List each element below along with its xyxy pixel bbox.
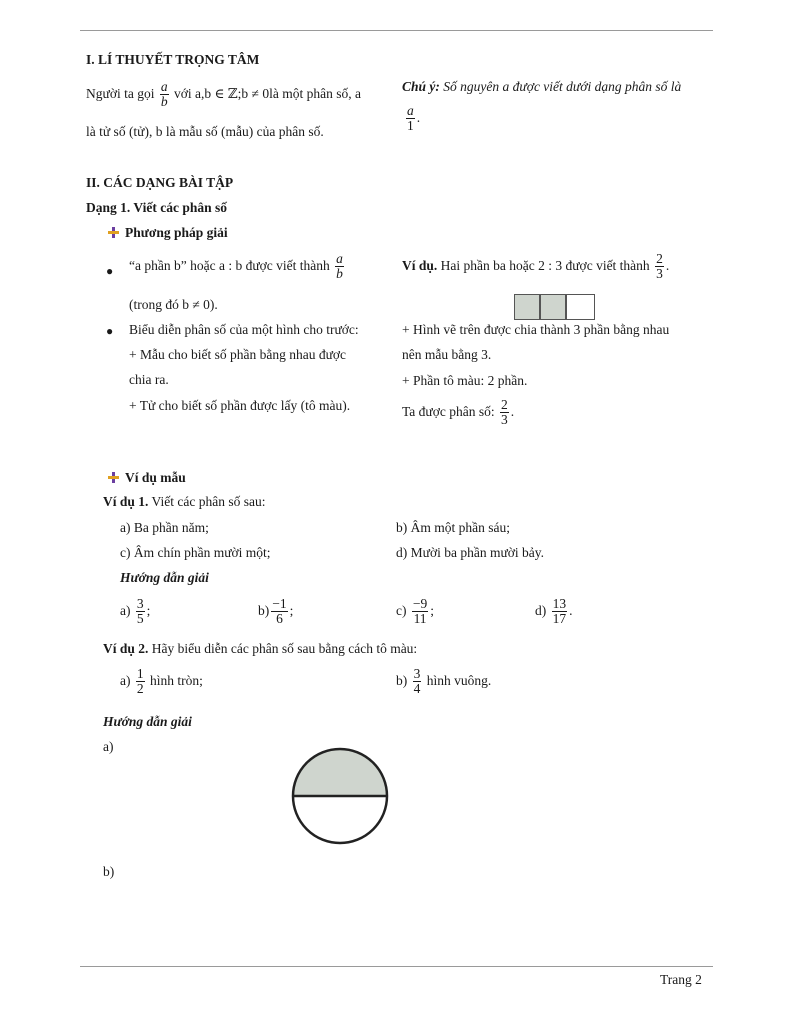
fraction-numerator: a — [160, 79, 168, 94]
example-2-prompt — [103, 641, 417, 657]
fraction-denominator: 6 — [276, 611, 283, 627]
bullet-2-text: Biểu diễn phân số của một hình cho trước: — [129, 322, 359, 337]
example-1-text: Viết các phân số sau: — [151, 494, 266, 509]
fraction-2-3 — [655, 252, 664, 281]
item-label: b) — [396, 672, 408, 688]
examples-title: Ví dụ mẫu — [125, 470, 186, 485]
page-number: Trang 2 — [660, 972, 702, 987]
fraction-denominator: 4 — [413, 681, 421, 697]
note-text: Số nguyên a được viết dưới dạng phân số là — [443, 79, 682, 94]
bullet-dot-icon: ● — [106, 264, 114, 278]
note-end: . — [416, 109, 421, 125]
fraction-a-1 — [406, 104, 415, 133]
solution-a-label: a) — [103, 739, 114, 754]
answer-end: ; — [146, 602, 151, 618]
method-title: Phương pháp giải — [125, 225, 228, 240]
explain-line-3: + Phần tô màu: 2 phần. — [402, 373, 528, 388]
answer-b — [258, 597, 293, 626]
explain-text: Ta được phân số: — [402, 403, 495, 419]
fraction-neg9-11 — [412, 597, 428, 626]
bullet-1-main: “a phần b” hoặc a : b được viết thành — [129, 257, 330, 273]
fraction-numerator: 13 — [552, 596, 567, 611]
fraction-1-2 — [136, 667, 145, 696]
dang-1-title: Dạng 1. Viết các phân số — [86, 200, 228, 215]
answer-end: . — [569, 602, 573, 618]
fraction-2-3 — [500, 398, 509, 427]
guide-heading-1: Hướng dẫn giải — [120, 570, 209, 585]
example-1-d: d) Mười ba phần mười bảy. — [396, 545, 545, 560]
top-rule — [80, 30, 713, 31]
answer-c — [396, 597, 434, 626]
bullet-2-line-3: + Tử cho biết số phần được lấy (tô màu). — [129, 398, 351, 413]
cross-bullet-icon — [108, 472, 119, 483]
fraction-denominator: b — [160, 94, 168, 110]
fraction-numerator: −1 — [272, 596, 287, 611]
definition-text-a: Người ta gọi — [86, 85, 155, 101]
answer-end: ; — [430, 602, 435, 618]
definition-line-2: là tử số (tử), b là mẫu số (mẫu) của phân số. — [86, 124, 324, 139]
example-2-label: Ví dụ 2. — [103, 641, 149, 656]
item-label: a) — [120, 672, 131, 688]
fraction-denominator: 11 — [413, 611, 427, 627]
answer-a — [120, 597, 150, 626]
fraction-denominator: 3 — [501, 412, 508, 428]
answer-end: ; — [289, 602, 294, 618]
fraction-numerator: 3 — [136, 596, 144, 611]
bottom-rule — [80, 966, 713, 967]
fraction-numerator: a — [336, 251, 343, 266]
examples-heading — [108, 470, 186, 486]
item-text: hình tròn; — [150, 672, 203, 688]
example-1-b: b) Âm một phần sáu; — [396, 520, 510, 535]
item-text: hình vuông. — [426, 672, 492, 688]
fraction-denominator: b — [336, 266, 343, 282]
fraction-denominator: 1 — [407, 118, 414, 134]
section-2-title: II. CÁC DẠNG BÀI TẬP — [86, 175, 234, 190]
answer-d — [535, 597, 573, 626]
fraction-numerator: 2 — [501, 397, 508, 412]
fraction-numerator: 3 — [413, 666, 421, 681]
explain-line-2: nên mẫu bằng 3. — [402, 347, 492, 362]
bullet-2-line-1: + Mẫu cho biết số phần bằng nhau được — [129, 347, 347, 362]
example-line — [402, 252, 669, 281]
fraction-numerator: 2 — [656, 251, 663, 266]
fraction-a-b — [160, 80, 169, 109]
answer-label: a) — [120, 602, 131, 618]
cross-bullet-icon — [108, 227, 119, 238]
guide-heading-2: Hướng dẫn giải — [103, 714, 192, 729]
answer-label: b) — [258, 602, 270, 618]
example-end: . — [665, 257, 670, 273]
explain-line-1: + Hình vẽ trên được chia thành 3 phần bằng nhau — [402, 322, 670, 337]
fraction-denominator: 3 — [656, 266, 663, 282]
note-label: Chú ý: — [402, 79, 440, 94]
example-text: Hai phần ba hoặc 2 : 3 được viết thành — [440, 257, 650, 273]
example-1-label: Ví dụ 1. — [103, 494, 149, 509]
half-shaded-circle — [288, 742, 394, 846]
fraction-denominator: 17 — [552, 611, 567, 627]
bullet-1-text — [129, 252, 391, 281]
method-heading — [108, 225, 228, 241]
explain-end: . — [510, 403, 515, 419]
example-2-b — [396, 667, 491, 696]
example-2-text: Hãy biểu diễn các phân số sau bằng cách tô màu: — [151, 641, 418, 656]
example-1-a: a) Ba phần năm; — [120, 520, 209, 535]
empty-half — [293, 796, 387, 843]
bullet-2-line-2: chia ra. — [129, 372, 169, 387]
definition-text-b: với a,b ∈ ℤ;b ≠ 0là một phân số, a — [173, 85, 361, 101]
fraction-3-5 — [136, 597, 145, 626]
explain-line-4 — [402, 398, 514, 427]
empty-cell — [566, 294, 595, 320]
example-1-prompt — [103, 494, 265, 510]
example-label: Ví dụ. — [402, 257, 438, 273]
fraction-denominator: 5 — [136, 611, 144, 627]
fraction-a-b — [335, 252, 344, 281]
example-1-c: c) Âm chín phần mười một; — [120, 545, 271, 560]
bullet-dot-icon: ● — [106, 324, 114, 338]
fraction-numerator: 1 — [136, 666, 144, 681]
fraction-numerator: a — [407, 103, 414, 118]
answer-label: c) — [396, 602, 407, 618]
example-2-a — [120, 667, 203, 696]
fraction-neg1-6 — [271, 597, 287, 626]
shaded-cell-2 — [540, 294, 566, 320]
fraction-denominator: 2 — [136, 681, 144, 697]
answer-label: d) — [535, 602, 547, 618]
shaded-cell-1 — [514, 294, 540, 320]
section-1-title: I. LÍ THUYẾT TRỌNG TÂM — [86, 52, 260, 67]
solution-b-label: b) — [103, 864, 115, 879]
fraction-13-17 — [552, 597, 568, 626]
fraction-numerator: −9 — [412, 596, 428, 611]
shaded-half — [293, 749, 387, 796]
fraction-3-4 — [413, 667, 422, 696]
definition-line-1 — [86, 80, 391, 109]
bullet-1-note: (trong đó b ≠ 0). — [129, 297, 218, 312]
note-block — [402, 79, 712, 95]
note-fraction-line — [404, 104, 420, 133]
